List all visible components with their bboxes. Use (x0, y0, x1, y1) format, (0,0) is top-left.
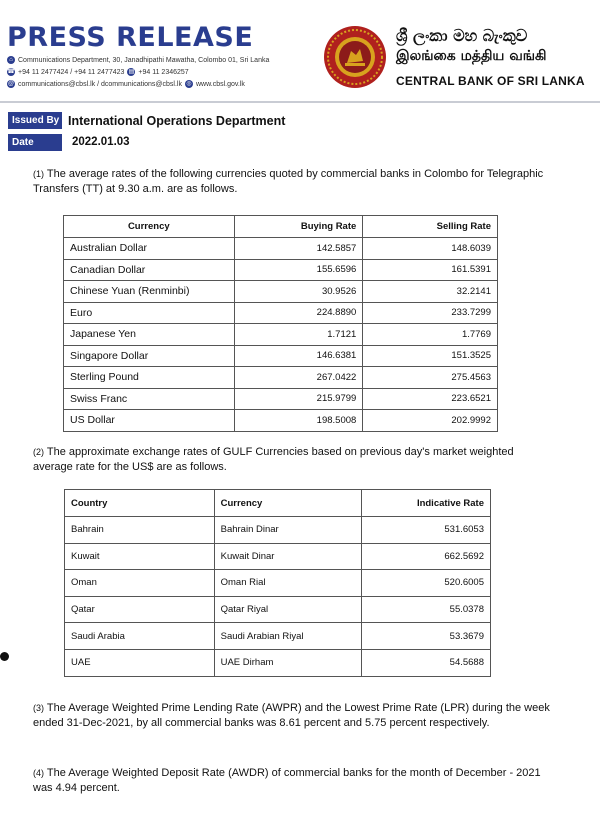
paragraph-text: The approximate exchange rates of GULF Currencies based on previous day's market weighted average rate for the US$ are as follows. (33, 446, 514, 473)
paragraph-text: The Average Weighted Deposit Rate (AWDR) of commercial banks for the month of December - 2021 was 4.94 percent. (33, 767, 541, 794)
selling-rate-cell: 233.7299 (363, 302, 498, 324)
paragraph-4 (33, 766, 553, 796)
column-header: Indicative Rate (362, 490, 491, 517)
bank-name-tamil: இலங்கை மத்திய வங்கி (396, 48, 547, 64)
table-row (64, 410, 498, 432)
indicative-rate-cell: 53.3679 (362, 623, 491, 650)
paragraph-number: (2) (33, 447, 44, 457)
currency-cell: Chinese Yuan (Renminbi) (64, 281, 235, 303)
buying-rate-cell: 198.5008 (234, 410, 363, 432)
column-header: Currency (64, 216, 235, 238)
bank-name-english: CENTRAL BANK OF SRI LANKA (396, 74, 585, 88)
currency-cell: US Dollar (64, 410, 235, 432)
currency-rates-table (63, 215, 498, 432)
buying-rate-cell: 1.7121 (234, 324, 363, 346)
email-text[interactable]: communications@cbsl.lk / dcommunications@cbsl.lk (18, 80, 182, 88)
phone-line (7, 68, 189, 76)
selling-rate-cell: 32.2141 (363, 281, 498, 303)
table-row (64, 281, 498, 303)
currency-cell: Saudi Arabian Riyal (214, 623, 362, 650)
paragraph-text: The average rates of the following currencies quoted by commercial banks in Colombo for Telegraphic Transfers (TT) at 9.30 a.m. are as follows. (33, 168, 544, 195)
country-cell: UAE (65, 649, 215, 676)
paragraph-2 (33, 445, 553, 475)
address-text: Communications Department, 30, Janadhipathi Mawatha, Colombo 01, Sri Lanka (18, 56, 270, 64)
table-row (65, 517, 491, 544)
country-cell: Qatar (65, 596, 215, 623)
buying-rate-cell: 146.6381 (234, 345, 363, 367)
selling-rate-cell: 148.6039 (363, 238, 498, 260)
fax-icon: ▤ (128, 69, 135, 75)
table-header-row (64, 216, 498, 238)
currency-cell: Qatar Riyal (214, 596, 362, 623)
website-link[interactable]: www.cbsl.gov.lk (196, 80, 245, 88)
cbsl-seal-icon (323, 25, 387, 89)
selling-rate-cell: 202.9992 (363, 410, 498, 432)
buying-rate-cell: 142.5857 (234, 238, 363, 260)
buying-rate-cell: 224.8890 (234, 302, 363, 324)
bullet-dot (0, 652, 9, 661)
currency-cell: Singapore Dollar (64, 345, 235, 367)
selling-rate-cell: 223.6521 (363, 388, 498, 410)
release-date: 2022.01.03 (72, 136, 130, 148)
country-cell: Kuwait (65, 543, 215, 570)
phone-icon: ☎ (7, 69, 15, 75)
table-row (65, 596, 491, 623)
selling-rate-cell: 161.5391 (363, 259, 498, 281)
currency-cell: UAE Dirham (214, 649, 362, 676)
paragraph-number: (3) (33, 703, 44, 713)
currency-cell: Swiss Franc (64, 388, 235, 410)
country-cell: Bahrain (65, 517, 215, 544)
header-divider (0, 101, 600, 103)
indicative-rate-cell: 55.0378 (362, 596, 491, 623)
table-row (65, 649, 491, 676)
buying-rate-cell: 155.6596 (234, 259, 363, 281)
table-header-row (65, 490, 491, 517)
address-icon: ⌂ (7, 56, 15, 64)
paragraph-number: (1) (33, 169, 44, 179)
table-row (65, 570, 491, 597)
column-header: Currency (214, 490, 362, 517)
date-label: Date (8, 134, 62, 151)
currency-cell: Oman Rial (214, 570, 362, 597)
fax-text: +94 11 2346257 (138, 68, 189, 76)
column-header: Selling Rate (363, 216, 498, 238)
paragraph-1 (33, 167, 553, 197)
selling-rate-cell: 275.4563 (363, 367, 498, 389)
bank-name-sinhala: ශ්‍රී ලංකා මහ බැංකුව (396, 26, 528, 45)
indicative-rate-cell: 54.5688 (362, 649, 491, 676)
email-icon: @ (7, 81, 15, 87)
web-icon: ◎ (186, 81, 192, 87)
buying-rate-cell: 215.9799 (234, 388, 363, 410)
selling-rate-cell: 1.7769 (363, 324, 498, 346)
page-title: PRESS RELEASE (7, 22, 254, 53)
email-line (7, 80, 245, 88)
country-cell: Oman (65, 570, 215, 597)
paragraph-number: (4) (33, 768, 44, 778)
indicative-rate-cell: 662.5692 (362, 543, 491, 570)
gulf-rates-table (64, 489, 491, 677)
table-row (64, 238, 498, 260)
address-line (7, 56, 269, 64)
indicative-rate-cell: 531.6053 (362, 517, 491, 544)
press-release-header (0, 0, 600, 100)
table-row (64, 324, 498, 346)
currency-cell: Sterling Pound (64, 367, 235, 389)
table-row (64, 259, 498, 281)
phone-text: +94 11 2477424 / +94 11 2477423 (18, 68, 125, 76)
currency-cell: Euro (64, 302, 235, 324)
table-row (64, 302, 498, 324)
country-cell: Saudi Arabia (65, 623, 215, 650)
column-header: Buying Rate (234, 216, 363, 238)
currency-cell: Bahrain Dinar (214, 517, 362, 544)
issuing-department: International Operations Department (68, 114, 286, 128)
selling-rate-cell: 151.3525 (363, 345, 498, 367)
currency-cell: Australian Dollar (64, 238, 235, 260)
buying-rate-cell: 30.9526 (234, 281, 363, 303)
table-row (64, 388, 498, 410)
table-row (65, 543, 491, 570)
table-row (65, 623, 491, 650)
issued-by-label: Issued By (8, 112, 62, 129)
buying-rate-cell: 267.0422 (234, 367, 363, 389)
paragraph-text: The Average Weighted Prime Lending Rate (AWPR) and the Lowest Prime Rate (LPR) during the week ended 31-Dec-2021, by all commercial banks was 8.61 percent and 5.75 percent respectively. (33, 702, 550, 729)
currency-cell: Kuwait Dinar (214, 543, 362, 570)
indicative-rate-cell: 520.6005 (362, 570, 491, 597)
column-header: Country (65, 490, 215, 517)
table-row (64, 367, 498, 389)
table-row (64, 345, 498, 367)
currency-cell: Japanese Yen (64, 324, 235, 346)
paragraph-3 (33, 701, 553, 731)
currency-cell: Canadian Dollar (64, 259, 235, 281)
